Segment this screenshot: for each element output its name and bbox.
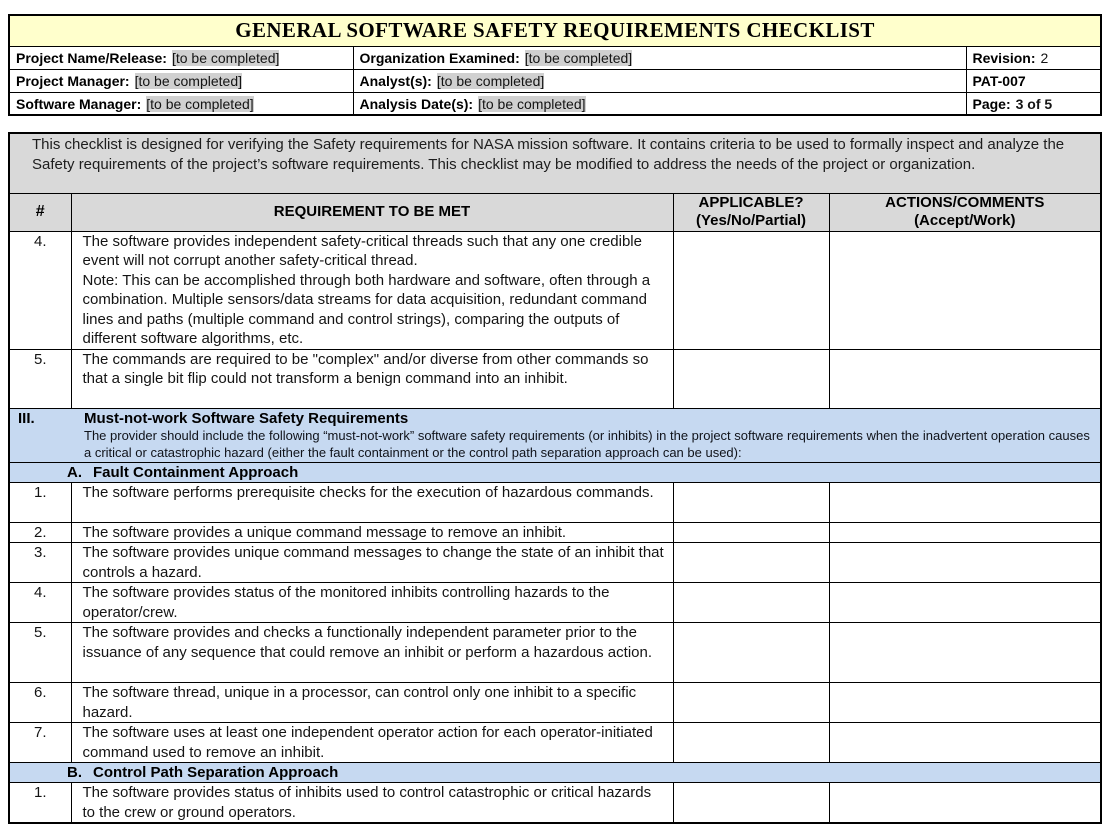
actions-cell[interactable] — [829, 783, 1101, 824]
field-value[interactable]: [to be completed] — [478, 95, 586, 112]
table-gap — [8, 116, 1098, 132]
applicable-cell[interactable] — [673, 522, 829, 543]
checklist-row — [9, 683, 1101, 723]
requirement-text — [71, 683, 673, 723]
requirement-paragraph: The software thread, unique in a processor, can control only one inhibit to a specific hazard. — [82, 684, 637, 721]
requirement-text — [71, 783, 673, 824]
info-row — [9, 69, 1101, 92]
requirement-text — [71, 723, 673, 763]
field-value[interactable]: [to be completed] — [171, 50, 280, 66]
page-number-field — [966, 92, 1101, 115]
project-name-field — [9, 46, 353, 69]
checklist-table — [8, 132, 1102, 824]
field-value[interactable]: [to be completed] — [524, 50, 633, 66]
analysis-dates-field — [353, 92, 966, 115]
row-number: 5. — [9, 623, 71, 683]
requirement-text — [71, 543, 673, 583]
column-header-line: ACTIONS/COMMENTS — [885, 194, 1045, 211]
subsection-header — [9, 763, 1101, 783]
requirement-paragraph: The software provides status of inhibits used to control catastrophic or critical hazards to the crew or ground operators. — [82, 784, 652, 821]
applicable-cell[interactable] — [673, 623, 829, 683]
field-value[interactable]: [to be completed] — [146, 95, 254, 112]
subsection-letter: A. — [67, 463, 82, 481]
field-value[interactable]: [to be completed] — [436, 73, 545, 89]
row-number: 6. — [9, 683, 71, 723]
subsection-header — [9, 462, 1101, 482]
checklist-row — [9, 583, 1101, 623]
subsection-letter: B. — [67, 764, 82, 781]
requirement-text — [71, 482, 673, 522]
info-table — [8, 14, 1102, 116]
actions-cell[interactable] — [829, 683, 1101, 723]
requirement-paragraph: The software provides independent safety-critical threads such that any one credible event will not corrupt another safety-critical thread. — [82, 232, 642, 269]
subsection-label: Control Path Separation Approach — [93, 764, 339, 781]
applicable-cell[interactable] — [673, 583, 829, 623]
requirement-paragraph: Note: This can be accomplished through both hardware and software, often through a combination. Multiple sensors/data streams for data acquisition, redundant command lines and paths (multiple command and control strings), comparing the outputs of different software algorithms, etc. — [82, 271, 651, 347]
checklist-row — [9, 783, 1101, 824]
checklist-row — [9, 349, 1101, 408]
field-label: Page: — [972, 95, 1011, 112]
actions-cell[interactable] — [829, 482, 1101, 522]
applicable-cell[interactable] — [673, 482, 829, 522]
applicable-cell[interactable] — [673, 683, 829, 723]
title-row — [9, 15, 1101, 46]
field-label: Analyst(s): — [359, 73, 432, 89]
checklist-row — [9, 522, 1101, 543]
applicable-cell[interactable] — [673, 723, 829, 763]
column-header-applicable — [673, 193, 829, 231]
field-value: 3 of 5 — [1015, 95, 1053, 112]
column-header-number: # — [9, 193, 71, 231]
requirement-paragraph: The software provides a unique command message to remove an inhibit. — [82, 523, 567, 541]
requirement-paragraph: The software provides unique command messages to change the state of an inhibit that controls a hazard. — [82, 544, 664, 581]
organization-field — [353, 46, 966, 69]
page-title: GENERAL SOFTWARE SAFETY REQUIREMENTS CHECKLIST — [9, 15, 1101, 46]
row-number: 4. — [9, 231, 71, 349]
actions-cell[interactable] — [829, 623, 1101, 683]
intro-text: This checklist is designed for verifying the Safety requirements for NASA mission software. It contains criteria to be used to formally inspect and analyze the Safety requirements of the project’s software requirements. This checklist may be modified to address the needs of the project or organization. — [9, 133, 1101, 193]
row-number: 2. — [9, 522, 71, 543]
requirement-paragraph: The commands are required to be "complex" and/or diverse from other commands so that a single bit flip could not transform a benign command into an inhibit. — [82, 350, 649, 387]
analysts-field — [353, 69, 966, 92]
requirement-text — [71, 583, 673, 623]
field-label: Organization Examined: — [359, 50, 520, 66]
subsection-row — [9, 462, 1101, 482]
section-number: III. — [18, 409, 35, 427]
field-label: Revision: — [972, 50, 1036, 66]
actions-cell[interactable] — [829, 583, 1101, 623]
column-header-requirement: REQUIREMENT TO BE MET — [71, 193, 673, 231]
row-number: 5. — [9, 349, 71, 408]
applicable-cell[interactable] — [673, 349, 829, 408]
checklist-body — [9, 231, 1101, 823]
intro-row — [9, 133, 1101, 193]
requirement-text — [71, 231, 673, 349]
column-header-line: (Accept/Work) — [914, 212, 1016, 229]
actions-cell[interactable] — [829, 522, 1101, 543]
subsection-row — [9, 763, 1101, 783]
requirement-text — [71, 349, 673, 408]
requirement-paragraph: The software provides and checks a functionally independent parameter prior to the issuance of any sequence that could remove an inhibit or perform a hazardous action. — [82, 624, 653, 661]
field-label: Project Manager: — [16, 73, 130, 89]
project-manager-field — [9, 69, 353, 92]
field-value[interactable]: [to be completed] — [134, 73, 242, 89]
document-id-field — [966, 69, 1101, 92]
column-header-row — [9, 193, 1101, 231]
row-number: 1. — [9, 482, 71, 522]
revision-field — [966, 46, 1101, 69]
actions-cell[interactable] — [829, 543, 1101, 583]
requirement-text — [71, 522, 673, 543]
requirement-text — [71, 623, 673, 683]
requirement-paragraph: The software performs prerequisite checks for the execution of hazardous commands. — [82, 483, 654, 501]
column-header-actions — [829, 193, 1101, 231]
row-number: 4. — [9, 583, 71, 623]
section-row — [9, 408, 1101, 462]
actions-cell[interactable] — [829, 349, 1101, 408]
info-row — [9, 92, 1101, 115]
column-header-line: APPLICABLE? — [698, 194, 804, 211]
column-header-line: (Yes/No/Partial) — [695, 212, 807, 229]
checklist-row — [9, 623, 1101, 683]
checklist-row — [9, 723, 1101, 763]
section-subtext: The provider should include the following “must-not-work” software safety requirements (or inhibits) in the project software requirements when the inadvertent operation causes a critical or catastrophic hazard (either the fault containment or the control path separation approach can be used): — [84, 428, 1090, 460]
row-number: 1. — [9, 783, 71, 824]
field-label: Project Name/Release: — [16, 50, 167, 66]
section-title: Must-not-work Software Safety Requirements — [84, 409, 409, 427]
field-value: 2 — [1040, 50, 1049, 66]
requirement-paragraph: The software provides status of the monitored inhibits controlling hazards to the operator/crew. — [82, 584, 610, 621]
section-header — [9, 408, 1101, 462]
row-number: 3. — [9, 543, 71, 583]
checklist-row — [9, 482, 1101, 522]
checklist-row — [9, 231, 1101, 349]
applicable-cell[interactable] — [673, 231, 829, 349]
applicable-cell[interactable] — [673, 783, 829, 824]
field-label: PAT-007 — [972, 73, 1026, 89]
actions-cell[interactable] — [829, 723, 1101, 763]
field-label: Analysis Date(s): — [359, 95, 474, 112]
info-row — [9, 46, 1101, 69]
requirement-paragraph: The software uses at least one independent operator action for each operator-initiated command used to remove an inhibit. — [82, 724, 653, 761]
row-number: 7. — [9, 723, 71, 763]
actions-cell[interactable] — [829, 231, 1101, 349]
subsection-label: Fault Containment Approach — [93, 463, 299, 481]
field-label: Software Manager: — [16, 95, 142, 112]
applicable-cell[interactable] — [673, 543, 829, 583]
checklist-row — [9, 543, 1101, 583]
software-manager-field — [9, 92, 353, 115]
